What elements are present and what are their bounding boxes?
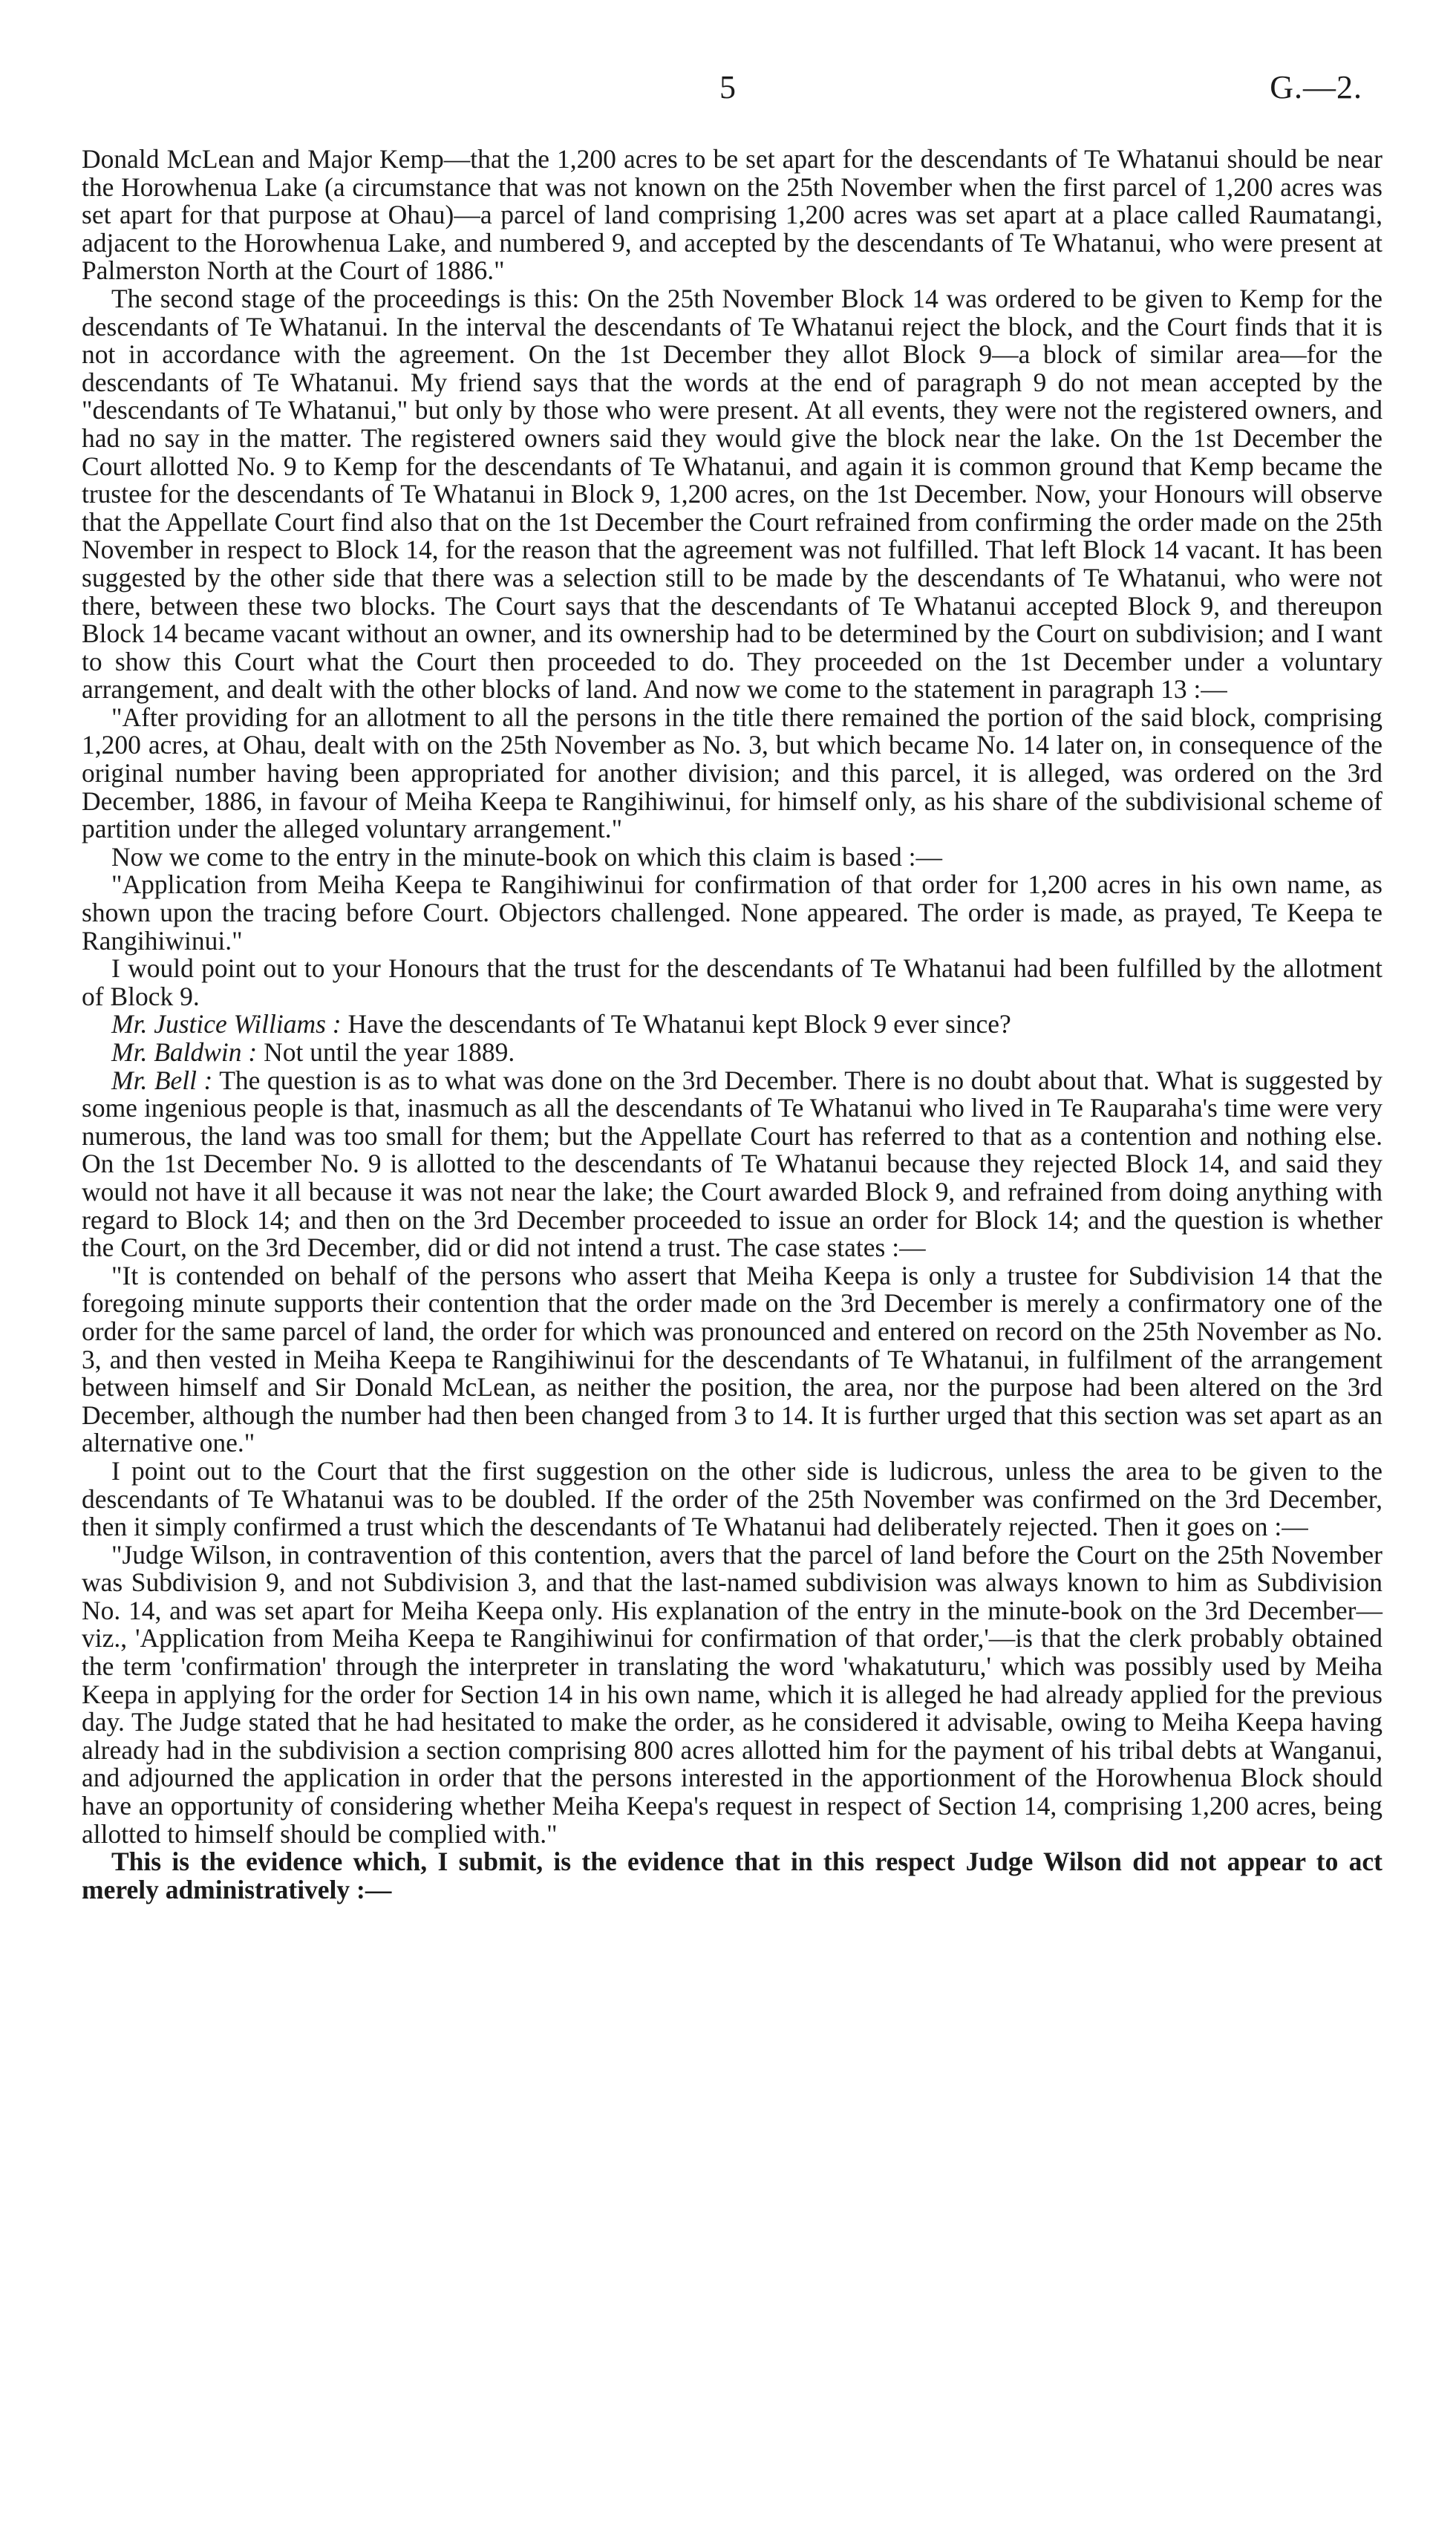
- page-number: 5: [719, 69, 736, 105]
- dialogue-paragraph: Mr. Bell : The question is as to what was done on the 3rd December. There is no doubt about that. What is suggested by some ingenious people is that, inasmuch as all the descendants of Te Whatanui who lived in Te Rauparaha's time were very numerous, the land was too small for them; but the Appellate Court has referred to that as a contention and nothing else. On the 1st December No. 9 is allotted to the descendants of Te Whatanui because they rejected Block 14, and said they would not have it all because it was not near the lake; the Court awarded Block 9, and refrained from doing anything with regard to Block 14; and then on the 3rd December proceeded to issue an order for Block 14; and the question is whether the Court, on the 3rd December, did or did not intend a trust. The case states :—: [82, 1065, 1382, 1263]
- paragraph: I would point out to your Honours that the trust for the descendants of Te Whatanui had been fulfilled by the allotment of Block 9.: [82, 953, 1382, 1011]
- paragraph: I point out to the Court that the first suggestion on the other side is ludicrous, unless the area to be given to the descendants of Te Whatanui was to be doubled. If the order of the 25th November was confirmed on the 3rd December, then it simply confirmed a trust which the descendants of Te Whatanui had deliberately rejected. Then it goes on :—: [82, 1455, 1382, 1542]
- quoted-paragraph: "Application from Meiha Keepa te Rangihiwinui for confirmation of that order for 1,200 acres in his own name, as shown upon the tracing before Court. Objectors challenged. None appeared. The order is made, as prayed, Te Keepa te Rangihiwinui.": [82, 869, 1382, 956]
- paragraph: The second stage of the proceedings is this: On the 25th November Block 14 was ordered to be given to Kemp for the descendants of Te Whatanui. In the interval the descendants of Te Whatanui reject the block, and the Court finds that it is not in accordance with the agreement. On the 1st December they allot Block 9—a block of similar area—for the descendants of Te Whatanui. My friend says that the words at the end of paragraph 9 do not mean accepted by the "descendants of Te Whatanui," but only by those who were present. At all events, they were not the registered owners, and had no say in the matter. The registered owners said they would give the block near the lake. On the 1st December the Court allotted No. 9 to Kemp for the descendants of Te Whatanui, and again it is common ground that Kemp became the trustee for the descendants of Te Whatanui in Block 9, 1,200 acres, on the 1st December. Now, your Honours will observe that the Appellate Court find also that on the 1st December the Court refrained from confirming the order made on the 25th November in respect to Block 14, for the reason that the agreement was not fulfilled. That left Block 14 vacant. It has been suggested by the other side that there was a selection still to be made by the descendants of Te Whatanui, who were not there, between these two blocks. The Court says that the descendants of Te Whatanui accepted Block 9, and thereupon Block 14 became vacant without an owner, and its ownership had to be determined by the Court on subdivision; and I want to show this Court what the Court then proceeded to do. They proceeded on the 1st December under a voluntary arrangement, and dealt with the other blocks of land. And now we come to the statement in paragraph 13 :—: [82, 283, 1382, 705]
- quoted-paragraph: "It is contended on behalf of the persons who assert that Meiha Keepa is only a trustee for Subdivision 14 that the foregoing minute supports their contention that the order made on the 3rd December is merely a confirmatory one of the order for the same parcel of land, the order for which was pronounced and entered on record on the 25th November as No. 3, and then vested in Meiha Keepa te Rangihiwinui for the descendants of Te Whatanui, in fulfilment of the arrangement between himself and Sir Donald McLean, as neither the position, the area, nor the purpose had been altered on the 3rd December, although the number had then been changed from 3 to 14. It is further urged that this section was set apart as an alternative one.": [82, 1260, 1382, 1458]
- paragraph: This is the evidence which, I submit, is the evidence that in this respect Judge Wilson did not appear to act merely administratively :—: [82, 1847, 1382, 1904]
- document-reference: G.—2.: [1270, 69, 1362, 105]
- speaker-name: Mr. Justice Williams :: [111, 1009, 342, 1039]
- body-text: [82, 146, 1382, 1904]
- paragraph: Donald McLean and Major Kemp—that the 1,200 acres to be set apart for the descendants of Te Whatanui should be near the Horowhenua Lake (a circumstance that was not known on the 25th November when the first parcel of 1,200 acres was set apart for that purpose at Ohau)—a parcel of land comprising 1,200 acres was set apart at a place called Raumatangi, adjacent to the Horowhenua Lake, and numbered 9, and accepted by the descendants of Te Whatanui, who were present at Palmerston North at the Court of 1886.": [82, 144, 1382, 286]
- dialogue-paragraph: Mr. Baldwin : Not until the year 1889.: [111, 1037, 515, 1067]
- quoted-paragraph: "Judge Wilson, in contravention of this contention, avers that the parcel of land before the Court on the 25th November was Subdivision 9, and not Subdivision 3, and that the last-named subdivision was always known to him as Subdivision No. 14, and was set apart for Meiha Keepa only. His explanation of the entry in the minute-book on the 3rd December—viz., 'Application from Meiha Keepa te Rangihiwinui for confirmation of that order,'—is that the clerk probably obtained the term 'confirmation' through the interpreter in translating the word 'whakatuturu,' which was possibly used by Meiha Keepa in applying for the order for Section 14 in his own name, which it is alleged he had already applied for the previous day. The Judge stated that he had hesitated to make the order, as he considered it advisable, owing to Meiha Keepa having already had in the subdivision a section comprising 800 acres allotted him for the payment of his tribal debts at Wanganui, and adjourned the application in order that the persons interested in the apportionment of the Horowhenua Block should have an opportunity of considering whether Meiha Keepa's request in respect of Section 14, comprising 1,200 acres, being allotted to himself should be complied with.": [82, 1539, 1382, 1849]
- speaker-name: Mr. Bell :: [111, 1065, 213, 1095]
- speaker-name: Mr. Baldwin :: [111, 1037, 258, 1067]
- quoted-paragraph: "After providing for an allotment to all the persons in the title there remained the portion of the said block, comprising 1,200 acres, at Ohau, dealt with on the 25th November as No. 3, but which became No. 14 later on, in consequence of the original number having been appropriated for another division; and this parcel, it is alleged, was ordered on the 3rd December, 1886, in favour of Meiha Keepa te Rangihiwinui, for himself only, as his share of the subdivisional scheme of partition under the alleged voluntary arrangement.": [82, 702, 1382, 844]
- paragraph: Now we come to the entry in the minute-book on which this claim is based :—: [111, 841, 943, 872]
- dialogue-paragraph: Mr. Justice Williams : Have the descendants of Te Whatanui kept Block 9 ever since?: [111, 1009, 1011, 1039]
